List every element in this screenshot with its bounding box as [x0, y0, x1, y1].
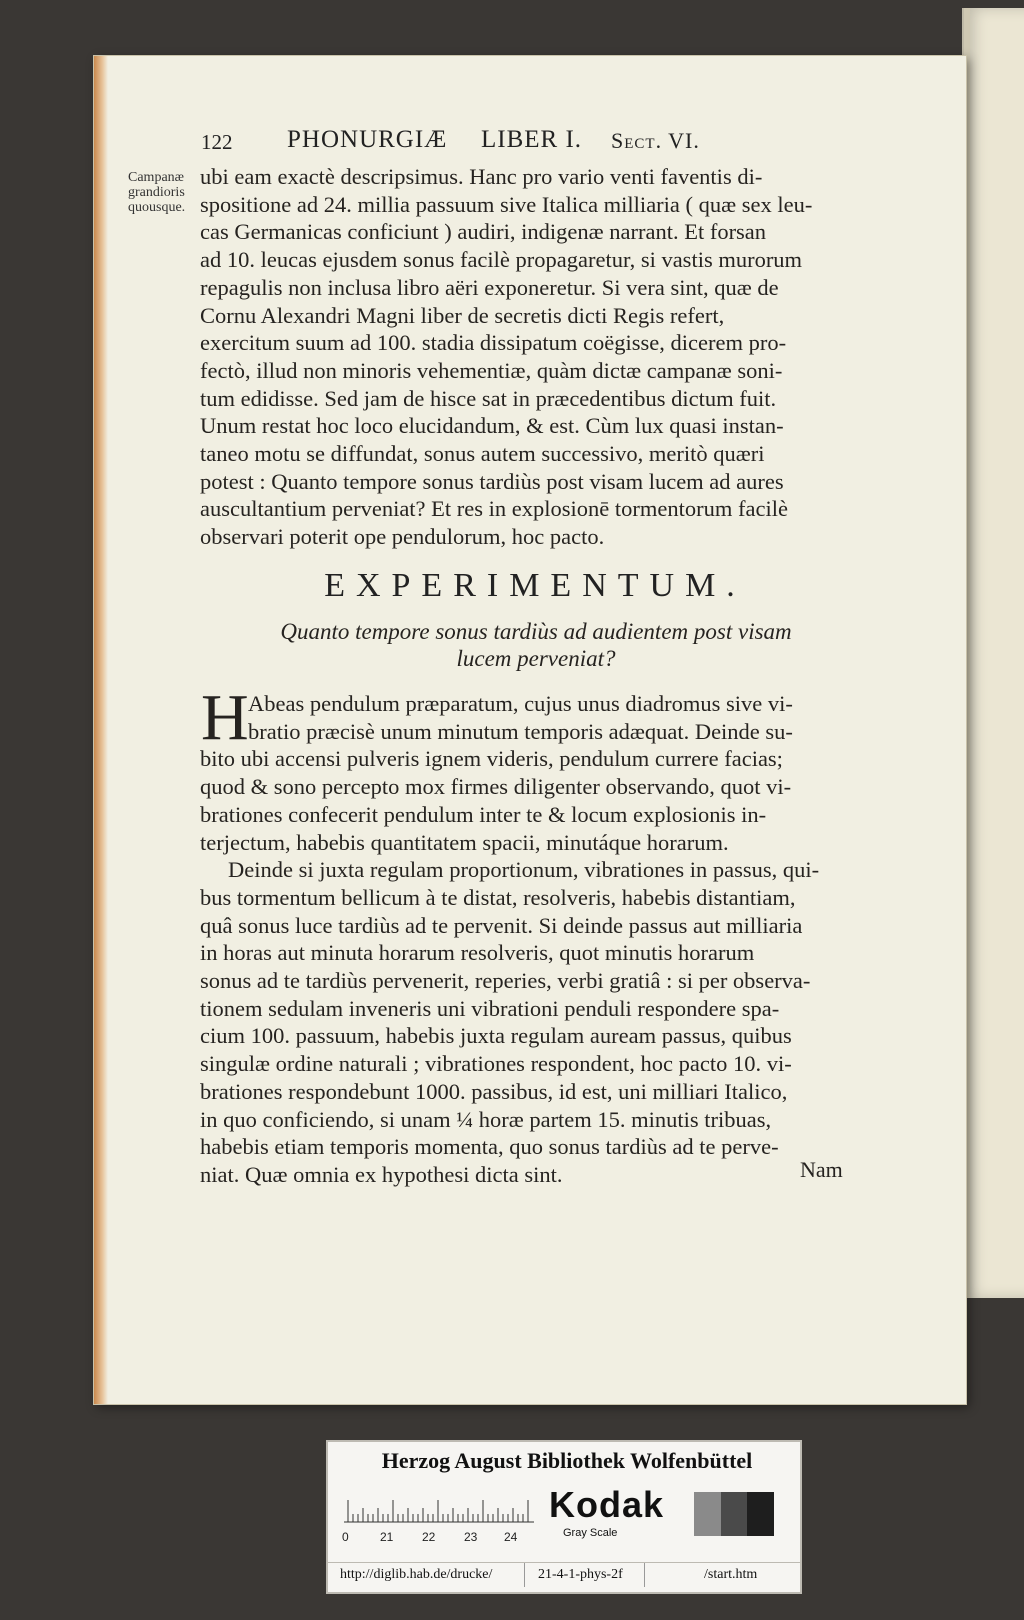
text-line: terjectum, habebis quantitatem spacii, minutáque horarum. [200, 829, 729, 855]
shelfmark: 21-4-1-phys-2f [538, 1567, 623, 1582]
text-line: sonus ad te tardiùs pervenerit, reperies, verbi gratiâ : si per observa- [200, 968, 811, 994]
ruler-scale [344, 1484, 534, 1524]
library-name: Herzog August Bibliothek Wolfenbüttel [381, 1448, 753, 1473]
kodak-logo: Kodak [549, 1484, 665, 1525]
gray-scale-label: Gray Scale [563, 1527, 618, 1539]
book-number: LIBER I. [481, 126, 583, 153]
experiment-question [200, 618, 872, 672]
url-row [328, 1562, 800, 1587]
text-line: potest : Quanto tempore sonus tardiùs post visam lucem ad aures [200, 468, 784, 494]
text-line: habebis etiam temporis momenta, quo sonus tardiùs ad te perve- [200, 1134, 779, 1160]
text-line: tum edidisse. Sed jam de hisce sat in præcedentibus dictum fuit. [200, 385, 777, 411]
text-line: Abeas pendulum præparatum, cujus unus diadromus sive vi- [248, 691, 793, 716]
ruler-number: 0 [342, 1530, 349, 1544]
color-target-card [326, 1440, 802, 1594]
margin-note-line: Campanæ [128, 170, 184, 185]
gray-swatch-mid [721, 1492, 748, 1536]
text-line: ubi eam exactè descripsimus. Hanc pro vario venti faventis di- [200, 164, 763, 189]
paragraph-intro [200, 163, 872, 551]
drop-cap: H [201, 681, 249, 754]
text-line: taneo motu se diffundat, sonus autem successivo, meritò quæri [200, 441, 765, 467]
running-head [201, 126, 851, 160]
separator [644, 1563, 645, 1587]
separator [524, 1563, 525, 1587]
text-line: observari poterit ope pendulorum, hoc pacto. [200, 524, 605, 550]
url-suffix: /start.htm [704, 1567, 758, 1582]
running-title: PHONURGIÆ [287, 126, 448, 153]
question-line: lucem perveniat? [456, 646, 616, 671]
ruler-number: 23 [464, 1530, 478, 1544]
gray-swatch-dark [747, 1492, 774, 1536]
text-line: quâ sonus luce tardiùs ad te pervenit. Si deinde passus aut milliaria [200, 912, 803, 938]
text-line: cium 100. passuum, habebis juxta regulam auream passus, quibus [200, 1023, 792, 1049]
text-line: in horas aut minuta horarum resolveris, quot minutis horarum [200, 940, 755, 966]
page-edge-stain [94, 56, 108, 1404]
text-line: bus tormentum bellicum à te distat, resolveris, habebis distantiam, [200, 884, 796, 910]
text-line: auscultantium perveniat? Et res in explosionē tormentorum facilè [200, 496, 788, 522]
facing-page-edge [962, 8, 1024, 1298]
text-line: bito ubi accensi pulveris ignem videris, pendulum currere facias; [200, 746, 783, 772]
section-number: Sect. VI. [611, 128, 700, 153]
margin-note-line: quousque. [128, 200, 186, 215]
gray-swatches [694, 1492, 774, 1536]
experiment-heading: EXPERIMENTUM. [324, 567, 746, 604]
text-line: Unum restat hoc loco elucidandum, & est. Cùm lux quasi instan- [200, 413, 784, 439]
text-line: in quo conficiendo, si unam ¼ horæ partem 15. minutis tribuas, [200, 1106, 772, 1132]
text-line: fectò, illud non minoris vehementiæ, quàm dictæ campanæ soni- [200, 357, 783, 383]
text-line: spositione ad 24. millia passuum sive Italica milliaria ( quæ sex leu- [200, 191, 813, 217]
source-url: http://diglib.hab.de/drucke/ [340, 1567, 493, 1582]
text-line: Deinde si juxta regulam proportionum, vibrationes in passus, qui- [228, 857, 820, 883]
ruler-number: 22 [422, 1530, 436, 1544]
margin-note-line: grandioris [128, 185, 185, 200]
gray-swatch-light [694, 1492, 721, 1536]
question-line: Quanto tempore sonus tardiùs ad audientem post visam [280, 619, 792, 644]
text-line: bratio præcisè unum minutum temporis adæquat. Deinde su- [248, 718, 793, 744]
text-line: brationes respondebunt 1000. passibus, id est, uni milliari Italico, [200, 1078, 788, 1104]
text-line: niat. Quæ omnia ex hypothesi dicta sint. [200, 1161, 563, 1187]
margin-note [128, 170, 196, 215]
text-line: Cornu Alexandri Magni liber de secretis dicti Regis refert, [200, 302, 725, 328]
text-line: repagulis non inclusa libro aëri exponeretur. Si vera sint, quæ de [200, 274, 779, 300]
text-line: quod & sono percepto mox firmes diligenter observando, quot vi- [200, 774, 792, 800]
text-line: ad 10. leucas ejusdem sonus facilè propagaretur, si vastis murorum [200, 247, 803, 273]
ruler-number: 24 [504, 1530, 518, 1544]
catchword: Nam [800, 1157, 843, 1182]
experiment-body [200, 681, 872, 1189]
page-number: 122 [201, 130, 233, 154]
text-line: brationes confecerit pendulum inter te & locum explosionis in- [200, 801, 767, 827]
text-line: exercitum suum ad 100. stadia dissipatum coëgisse, dicerem pro- [200, 330, 787, 356]
text-line: tionem sedulam inveneris uni vibrationi penduli respondere spa- [200, 995, 780, 1021]
text-line: singulæ ordine naturali ; vibrationes respondent, hoc pacto 10. vi- [200, 1051, 792, 1077]
text-line: cas Germanicas conficiunt ) audiri, indigenæ narrant. Et forsan [200, 219, 767, 245]
ruler-number: 21 [380, 1530, 394, 1544]
